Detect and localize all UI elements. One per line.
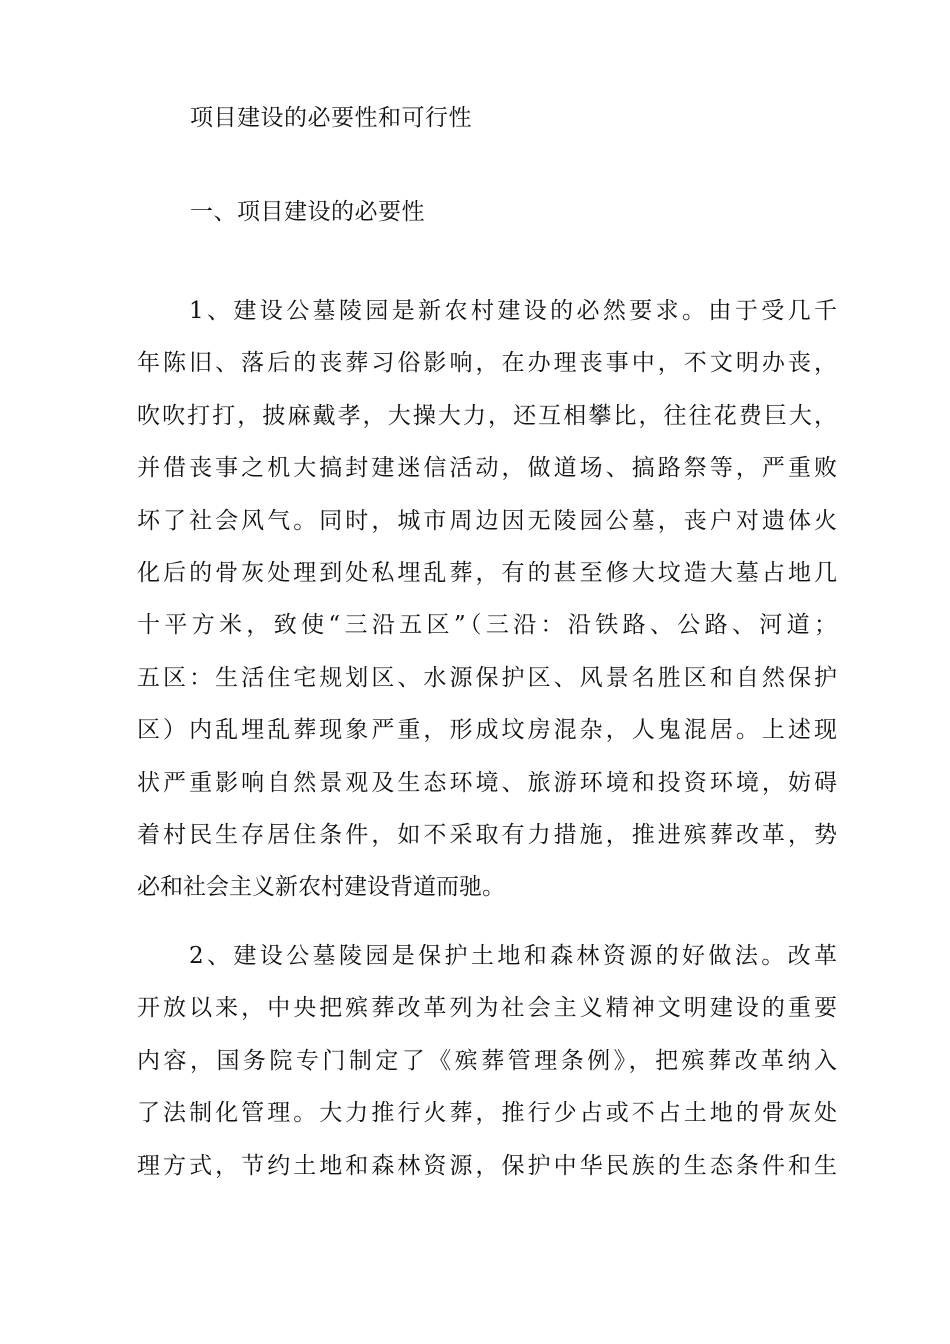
paragraph-line: 年陈旧、落后的丧葬习俗影响，在办理丧事中，不文明办丧， [137, 350, 837, 377]
paragraph-line: 吹吹打打，披麻戴孝，大操大力，还互相攀比，往往花费巨大， [137, 402, 837, 429]
document-title: 项目建设的必要性和可行性 [190, 105, 472, 131]
paragraph-line: 理方式，节约土地和森林资源，保护中华民族的生态条件和生 [137, 1152, 837, 1179]
paragraph-line: 开放以来，中央把殡葬改革列为社会主义精神文明建设的重要 [137, 995, 837, 1022]
paragraph-line: 十平方米，致使“三沿五区”（三沿：沿铁路、公路、河道； [137, 612, 837, 639]
paragraph-1 [137, 285, 837, 914]
paragraph-line: 着村民生存居住条件，如不采取有力措施，推进殡葬改革，势 [137, 821, 837, 848]
paragraph-line: 化后的骨灰处理到处私埋乱葬，有的甚至修大坟造大墓占地几 [137, 559, 837, 586]
section-heading: 一、项目建设的必要性 [190, 199, 425, 225]
paragraph-line: 2、建设公墓陵园是保护土地和森林资源的好做法。改革 [189, 943, 837, 969]
paragraph-line: 1、建设公墓陵园是新农村建设的必然要求。由于受几千 [189, 298, 837, 324]
paragraph-line: 并借丧事之机大搞封建迷信活动，做道场、搞路祭等，严重败 [137, 455, 837, 482]
paragraph-line: 内容，国务院专门制定了《殡葬管理条例》，把殡葬改革纳入 [137, 1047, 837, 1074]
paragraph-line: 必和社会主义新农村建设背道而驰。 [137, 874, 505, 901]
paragraph-line: 坏了社会风气。同时，城市周边因无陵园公墓，丧户对遗体火 [137, 507, 837, 534]
paragraph-line: 状严重影响自然景观及生态环境、旅游环境和投资环境，妨碍 [137, 769, 837, 796]
paragraph-line: 五区：生活住宅规划区、水源保护区、风景名胜区和自然保护 [137, 664, 837, 691]
paragraph-line: 了法制化管理。大力推行火葬，推行少占或不占土地的骨灰处 [137, 1100, 837, 1127]
paragraph-line: 区）内乱埋乱葬现象严重，形成坟房混杂，人鬼混居。上述现 [137, 717, 837, 744]
paragraph-2 [137, 930, 837, 1192]
